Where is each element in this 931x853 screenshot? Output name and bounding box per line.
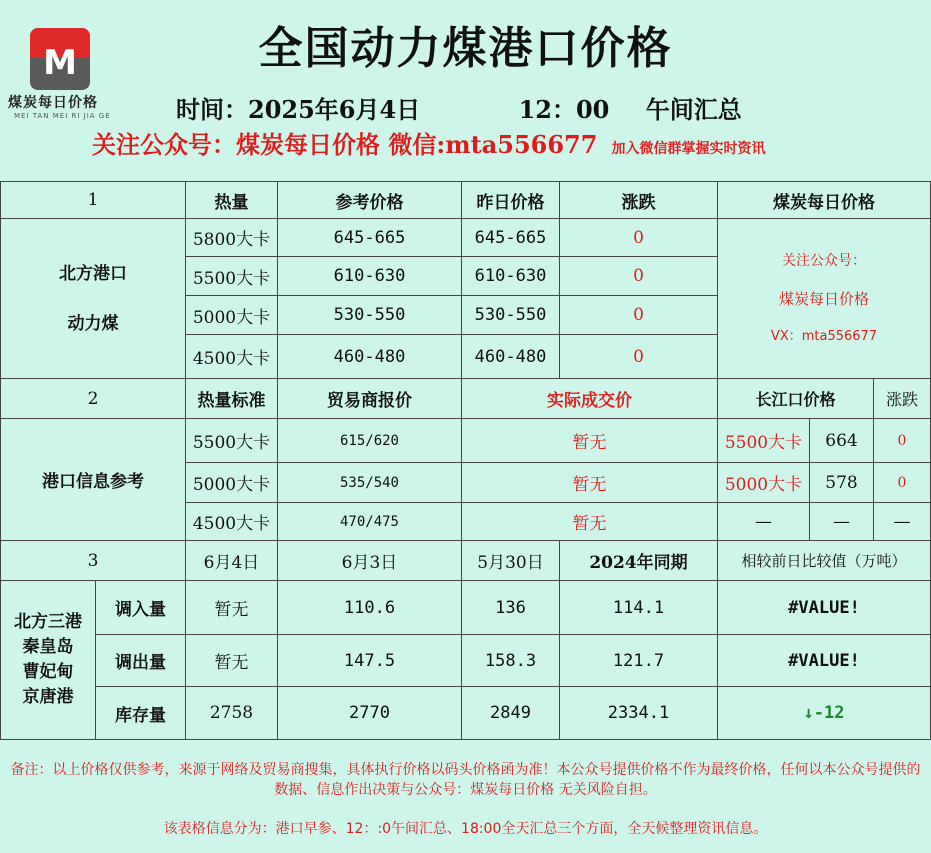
disclaimer-note: 备注：以上价格仅供参考，来源于网络及贸易商搜集，具体执行价格以码头价格函为准！本公众号提供价格不作为最终价格，任何以本公众号提供的数据、信息作出决策与公众号：煤炭每日价格 无关风险自担。 (10, 762, 921, 798)
s1-r1-prev: 645-665 (462, 219, 560, 257)
s2-r2-cj-heat: 5000大卡 (718, 463, 810, 503)
s3-group-line-3: 曹妃甸 (22, 662, 74, 682)
follow-main: 关注公众号：煤炭每日价格 微信:mta556677 (92, 130, 598, 159)
s2-r1-cj-heat: 5500大卡 (718, 419, 810, 463)
page-title: 全国动力煤港口价格 (258, 23, 673, 74)
s3-r2-ly: 121.7 (560, 635, 718, 687)
s3-r2-label: 调出量 (96, 635, 186, 687)
s1-r3-ref: 530-550 (278, 296, 462, 335)
s3-header-d2: 6月3日 (278, 541, 462, 581)
s3-r3-ly: 2334.1 (560, 687, 718, 740)
s2-r3-heat: 4500大卡 (186, 503, 278, 541)
s3-r3-cmp: ↓-12 (718, 687, 931, 740)
logo-subtext: MEI TAN MEI RI JIA GE (14, 112, 111, 120)
s2-header-quote: 贸易商报价 (278, 379, 462, 419)
s1-r3-heat: 5000大卡 (186, 296, 278, 335)
s1-r1-change: 0 (560, 219, 718, 257)
s1-r4-ref: 460-480 (278, 335, 462, 379)
follow-line (92, 125, 765, 160)
s1-r1-heat: 5800大卡 (186, 219, 278, 257)
section-3-id: 3 (0, 541, 186, 581)
s1-header-brand: 煤炭每日价格 (718, 181, 931, 219)
s2-r2-quote: 535/540 (278, 463, 462, 503)
s3-r1-d2: 110.6 (278, 581, 462, 635)
s1-group-line-1: 北方港口 (59, 263, 127, 284)
clock-text: 12：00 (518, 95, 610, 124)
s3-r2-d1: 暂无 (186, 635, 278, 687)
schedule-note: 该表格信息分为：港口早参、12：:0午间汇总、18:00全天汇总三个方面，全天候整理资讯信息。 (163, 821, 768, 837)
s1-r2-ref: 610-630 (278, 257, 462, 296)
follow-small: 加入微信群掌握实时资讯 (611, 141, 766, 157)
s3-r3-d2: 2770 (278, 687, 462, 740)
s3-r1-label: 调入量 (96, 581, 186, 635)
s2-r2-deal: 暂无 (462, 463, 718, 503)
svg-text:M: M (43, 43, 77, 83)
s1-side-line-3: VX：mta556677 (770, 328, 878, 344)
s2-r1-quote: 615/620 (278, 419, 462, 463)
s1-r1-ref: 645-665 (278, 219, 462, 257)
section-1-id: 1 (0, 181, 186, 219)
s3-r3-d3: 2849 (462, 687, 560, 740)
s3-r2-cmp: #VALUE! (718, 635, 931, 687)
logo-text: 煤炭每日价格 (8, 95, 98, 111)
s3-header-cmp: 相较前日比较值（万吨） (718, 541, 931, 581)
s1-group-line-2: 动力煤 (67, 313, 119, 334)
s1-r2-prev: 610-630 (462, 257, 560, 296)
s1-header-ref: 参考价格 (278, 181, 462, 219)
s2-group-label: 港口信息参考 (0, 419, 186, 541)
s1-side-line-2: 煤炭每日价格 (778, 289, 869, 308)
s3-header-ly: 2024年同期 (560, 541, 718, 581)
s2-r2-heat: 5000大卡 (186, 463, 278, 503)
session-text: 午间汇总 (645, 95, 742, 124)
s2-header-change: 涨跌 (874, 379, 931, 419)
s3-r2-d3: 158.3 (462, 635, 560, 687)
s1-side-line-1: 关注公众号： (782, 252, 866, 269)
s1-r3-change: 0 (560, 296, 718, 335)
s2-r3-cj-heat: — (718, 503, 810, 541)
s3-r1-d1: 暂无 (186, 581, 278, 635)
footer-notes (0, 740, 931, 853)
s1-r4-change: 0 (560, 335, 718, 379)
section-2-id: 2 (0, 379, 186, 419)
date-text: 时间：2025年6月4日 (176, 95, 421, 124)
header (0, 0, 931, 181)
s2-header-cj: 长江口价格 (718, 379, 874, 419)
s3-header-d1: 6月4日 (186, 541, 278, 581)
s2-r3-cj-price: — (810, 503, 874, 541)
s3-r1-cmp: #VALUE! (718, 581, 931, 635)
s3-r3-label: 库存量 (96, 687, 186, 740)
s3-r1-ly: 114.1 (560, 581, 718, 635)
s2-r3-cj-change: — (874, 503, 931, 541)
s3-r2-d2: 147.5 (278, 635, 462, 687)
s1-r4-heat: 4500大卡 (186, 335, 278, 379)
s3-group-line-1: 北方三港 (14, 612, 82, 632)
s3-group-line-2: 秦皇岛 (22, 637, 74, 657)
s2-header-heat: 热量标准 (186, 379, 278, 419)
s2-r3-quote: 470/475 (278, 503, 462, 541)
s3-group-line-4: 京唐港 (22, 687, 74, 707)
s3-header-d3: 5月30日 (462, 541, 560, 581)
s2-r1-cj-change: 0 (874, 419, 931, 463)
s1-header-prev: 昨日价格 (462, 181, 560, 219)
s1-header-change: 涨跌 (560, 181, 718, 219)
s2-r1-deal: 暂无 (462, 419, 718, 463)
s1-side-promo (718, 219, 931, 379)
s2-header-deal: 实际成交价 (462, 379, 718, 419)
s3-r3-d1: 2758 (186, 687, 278, 740)
s3-group-label (0, 581, 96, 740)
s2-r2-cj-change: 0 (874, 463, 931, 503)
s3-r1-d3: 136 (462, 581, 560, 635)
time-line (176, 90, 742, 125)
s1-group-label (0, 219, 186, 379)
s2-r1-cj-price: 664 (810, 419, 874, 463)
s2-r3-deal: 暂无 (462, 503, 718, 541)
s1-header-heat: 热量 (186, 181, 278, 219)
s1-r2-change: 0 (560, 257, 718, 296)
s1-r4-prev: 460-480 (462, 335, 560, 379)
s1-r2-heat: 5500大卡 (186, 257, 278, 296)
s1-r3-prev: 530-550 (462, 296, 560, 335)
s2-r1-heat: 5500大卡 (186, 419, 278, 463)
s2-r2-cj-price: 578 (810, 463, 874, 503)
